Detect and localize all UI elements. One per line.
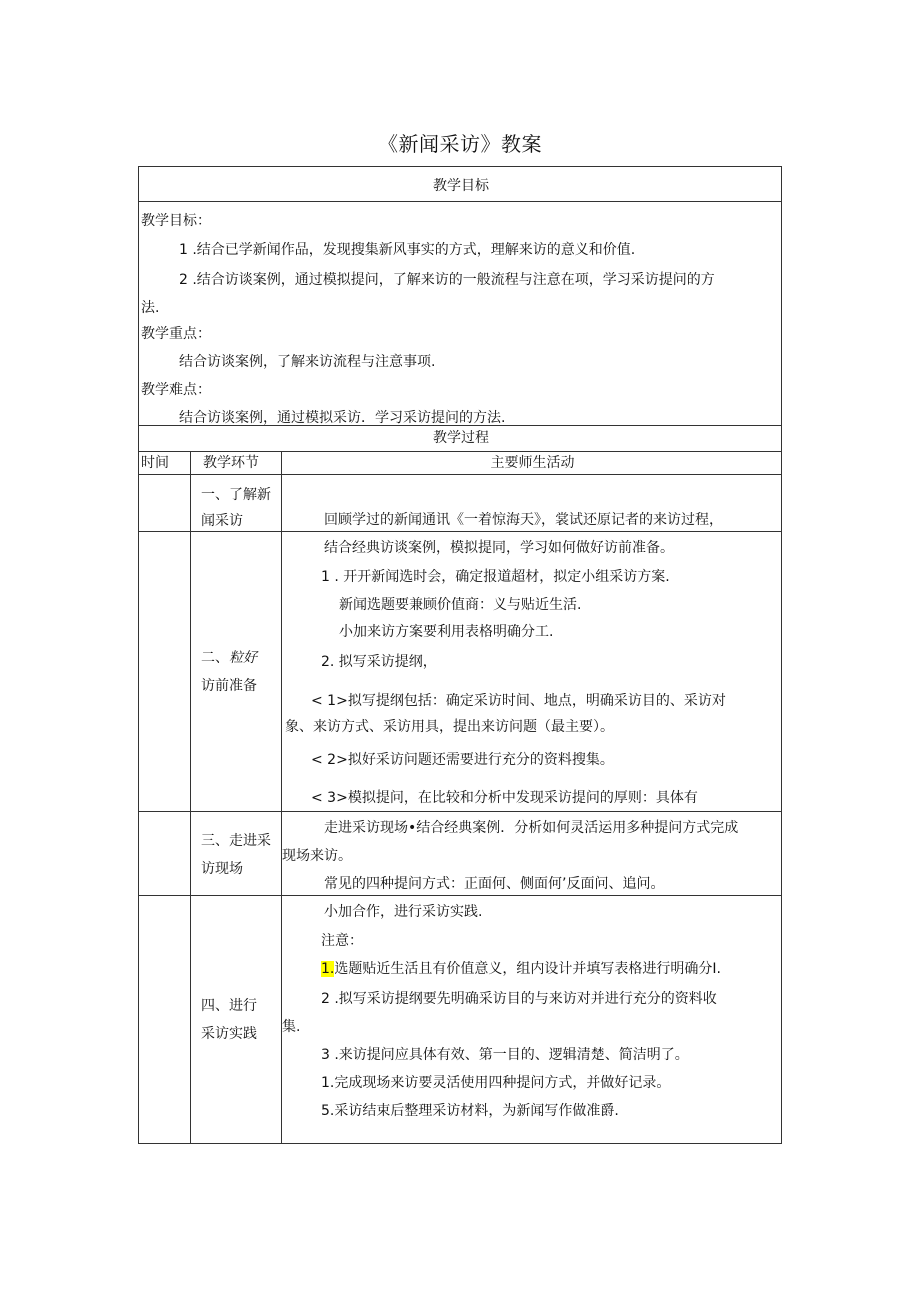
row3-activity-1: 走进采访现场•结合经典案例．分析如何灵活运用多种提问方式完成 [324,820,739,836]
row2-stage-em: 粒好 [229,650,257,666]
row4-activity-6: 3 .来访提问应具体有效、第一目的、逻辑清楚、简洁明了。 [321,1047,689,1063]
row4-activity-1: 小加合作，进行采访实践. [324,904,483,920]
row1-stage-cont: 闻采访 [201,513,243,529]
column-time: 时间 [141,455,169,471]
row4-activity-8: 5.采访结束后整理采访材料，为新闻写作做准爵. [321,1103,619,1119]
rule-row3 [139,895,781,896]
row4-activity-5: 集. [282,1019,301,1035]
row4-activity-2: 注意： [321,933,363,949]
row2-activity-8: < 2>拟好采访问题还需要进行充分的资料搜集。 [311,752,614,768]
highlight-mark: 1. [321,961,335,977]
row3-stage: 三、走进采 [201,833,271,849]
difficulty-label: 教学难点： [141,382,211,398]
row1-stage: 一、了解新 [201,487,271,503]
page-title: 《新闻采访》教案 [378,132,542,156]
row2-activity-3: 新闻选题要兼顾价值商：义与贴近生活. [339,597,582,613]
row3-activity-2: 现场来访。 [282,848,352,864]
row2-stage-prefix: 二、 [201,650,229,666]
row3-stage-cont: 访现场 [201,861,243,877]
row2-activity-1: 结合经典访谈案例，模拟提同，学习如何做好访前准备。 [324,540,674,556]
rule-row1 [139,531,781,532]
row3-activity-3: 常见的四种提问方式：正面何、侧面何’反面问、追问。 [324,876,665,892]
rule-col-time [190,451,191,1144]
key-points-label: 教学重点： [141,326,211,342]
rule-row2 [139,811,781,812]
row2-activity-7: 象、来访方式、采访用具，提出来访问题（最主要）。 [285,719,614,735]
process-header: 教学过程 [433,430,489,446]
row4-stage: 四、进行 [201,998,257,1014]
row2-activity-5: 2. 拟写采访提纲， [321,654,437,670]
row4-activity-3 [321,959,721,979]
row4-activity-7: 1.完成现场来访要灵活使用四种提问方式，并做好记录。 [321,1075,671,1091]
row2-stage-cont: 访前准备 [201,678,257,694]
row4-activity-4: 2 .拟写采访提纲要先明确采访目的与来访对并进行充分的资料收 [321,991,717,1007]
row4-activity-3-text: 选题贴近生活且有价值意义，组内设计并填写表格进行明确分I. [334,961,721,977]
row2-activity-4: 小加来访方案要利用表格明确分工. [339,624,554,640]
rule-process-header [139,451,781,452]
key-points-text: 结合访谈案例，了解来访流程与注意事项. [179,354,436,370]
lesson-plan-table [138,166,782,1144]
rule-column-header [139,474,781,475]
column-stage: 教学环节 [203,455,259,471]
objective-2-cont: 法. [141,300,160,316]
row2-activity-6: < 1>拟写提纲包括：确定采访时间、地点，明确采访目的、采访对 [311,693,726,709]
row4-stage-cont: 采访实践 [201,1026,257,1042]
row2-activity-9: < 3>模拟提问，在比较和分析中发现采访提问的厚则：具体有 [311,790,698,806]
difficulty-text: 结合访谈案例，通过模拟采访．学习采访提问的方法. [179,410,506,426]
row2-stage [201,648,257,668]
objective-2: 2 .结合访谈案例，通过模拟提问，了解来访的一般流程与注意在项，学习采访提问的方 [179,272,715,288]
goals-header: 教学目标 [433,178,489,194]
column-activity: 主要师生活动 [490,455,575,471]
row2-activity-2: 1 . 开开新闻选时会，确定报道超材，拟定小组采访方案. [321,569,670,585]
objectives-label: 教学目标： [141,213,211,229]
objective-1: 1 .结合已学新闻作品，发现搜集新风事实的方式，理解来访的意义和价值. [179,242,636,258]
row1-activity: 回顾学过的新闻通讯《一着惊海天》，裳试还原记者的来访过程， [324,512,723,528]
rule-goals-header [139,201,781,202]
rule-col-stage [281,451,282,1144]
